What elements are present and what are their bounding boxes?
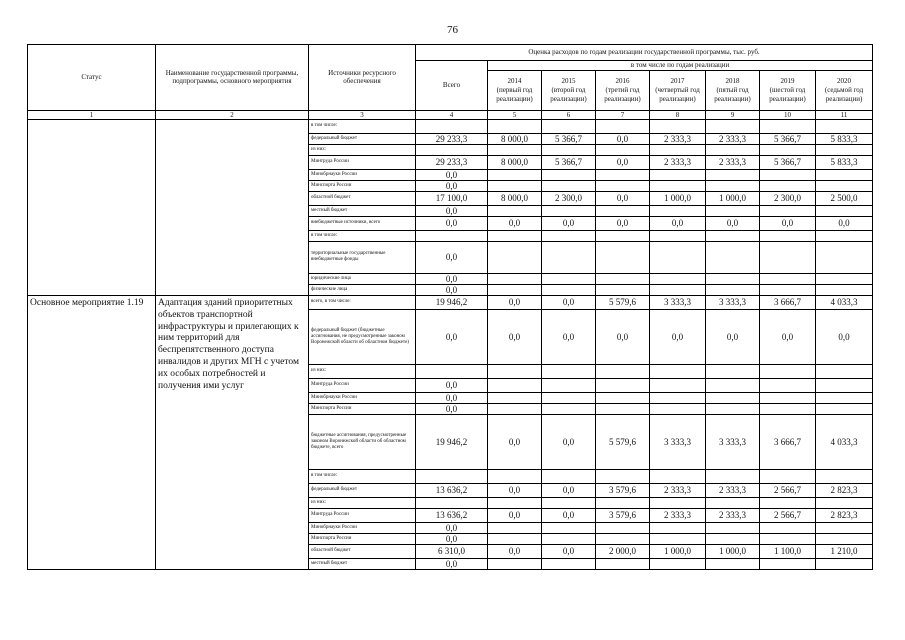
name-cell: Адаптация зданий приоритетных объектов транспортной инфраструктуры и прилегающих к ним территорий для беспрепятственного доступа инвалидов и других МГН с учетом их особых потребностей и получения ими услуг: [156, 295, 309, 569]
year-value-cell: 0,0: [488, 309, 542, 364]
status-cell: Основное мероприятие 1.19: [28, 295, 156, 569]
source-cell: федеральный бюджет: [309, 483, 416, 497]
column-number: 4: [416, 110, 488, 119]
year-value-cell: [816, 558, 873, 569]
header-year: 2020 (седьмой год реализации): [816, 70, 873, 110]
source-cell: физические лица: [309, 284, 416, 295]
year-value-cell: [596, 533, 650, 544]
total-cell: [416, 364, 488, 378]
year-value-cell: [706, 180, 760, 191]
year-value-cell: [760, 284, 816, 295]
source-cell: Минтруда России: [309, 378, 416, 392]
year-value-cell: 2 823,3: [816, 483, 873, 497]
year-value-cell: [706, 497, 760, 508]
year-value-cell: 1 000,0: [650, 191, 706, 205]
year-value-cell: [542, 119, 596, 133]
year-value-cell: 2 333,3: [650, 155, 706, 169]
year-value-cell: [596, 364, 650, 378]
year-value-cell: [760, 364, 816, 378]
year-value-cell: 0,0: [488, 295, 542, 309]
year-value-cell: [760, 522, 816, 533]
year-value-cell: 0,0: [542, 414, 596, 469]
source-cell: бюджетные ассигнования, предусмотренные законом Воронежской области об областном бюджете, всего: [309, 414, 416, 469]
year-value-cell: [650, 497, 706, 508]
total-cell: [416, 497, 488, 508]
source-cell: юридические лица: [309, 273, 416, 284]
year-value-cell: [760, 144, 816, 155]
total-cell: 0,0: [416, 273, 488, 284]
total-cell: 0,0: [416, 284, 488, 295]
year-value-cell: [706, 230, 760, 241]
year-value-cell: 0,0: [596, 216, 650, 230]
total-cell: 19 946,2: [416, 414, 488, 469]
year-value-cell: 2 333,3: [650, 508, 706, 522]
source-cell: из них:: [309, 364, 416, 378]
source-cell: всего, в том числе:: [309, 295, 416, 309]
year-value-cell: 8 000,0: [488, 155, 542, 169]
year-value-cell: [596, 284, 650, 295]
source-cell: Минспорта России: [309, 533, 416, 544]
year-value-cell: 0,0: [650, 309, 706, 364]
year-value-cell: 3 666,7: [760, 414, 816, 469]
year-value-cell: [488, 241, 542, 273]
year-value-cell: [706, 558, 760, 569]
year-value-cell: [706, 241, 760, 273]
source-cell: Минобрнауки России: [309, 169, 416, 180]
header-year: 2015 (второй год реализации): [542, 70, 596, 110]
year-value-cell: [650, 169, 706, 180]
year-value-cell: 5 579,6: [596, 414, 650, 469]
year-value-cell: 3 333,3: [706, 295, 760, 309]
year-value-cell: [760, 169, 816, 180]
year-value-cell: [706, 169, 760, 180]
column-number: 3: [309, 110, 416, 119]
year-value-cell: [542, 230, 596, 241]
year-value-cell: [816, 533, 873, 544]
year-value-cell: [650, 180, 706, 191]
year-value-cell: [706, 469, 760, 483]
header-sources: Источники ресурсного обеспечения: [309, 45, 416, 111]
year-value-cell: [488, 497, 542, 508]
year-value-cell: 4 033,3: [816, 295, 873, 309]
source-cell: из них:: [309, 144, 416, 155]
year-value-cell: 0,0: [488, 414, 542, 469]
year-value-cell: 0,0: [760, 309, 816, 364]
header-year: 2019 (шестой год реализации): [760, 70, 816, 110]
total-cell: 13 636,2: [416, 483, 488, 497]
year-value-cell: [488, 378, 542, 392]
year-value-cell: [542, 533, 596, 544]
year-value-cell: [706, 403, 760, 414]
column-number: 10: [760, 110, 816, 119]
year-value-cell: [650, 241, 706, 273]
header-total: Всего: [416, 61, 488, 111]
year-value-cell: 5 366,7: [760, 155, 816, 169]
source-cell: местный бюджет: [309, 205, 416, 216]
year-value-cell: [488, 180, 542, 191]
year-value-cell: 3 579,6: [596, 508, 650, 522]
year-value-cell: [816, 497, 873, 508]
year-value-cell: [542, 144, 596, 155]
header-year: 2018 (пятый год реализации): [706, 70, 760, 110]
year-value-cell: [488, 144, 542, 155]
year-value-cell: 5 833,3: [816, 155, 873, 169]
header-status: Статус: [28, 45, 156, 111]
column-number: 2: [156, 110, 309, 119]
year-value-cell: [706, 205, 760, 216]
year-value-cell: [760, 533, 816, 544]
year-value-cell: [542, 558, 596, 569]
year-value-cell: [816, 403, 873, 414]
year-value-cell: [816, 364, 873, 378]
total-cell: [416, 230, 488, 241]
year-value-cell: [816, 273, 873, 284]
table-row: [28, 119, 873, 133]
year-value-cell: 2 333,3: [706, 508, 760, 522]
column-number: 5: [488, 110, 542, 119]
budget-table: [27, 44, 873, 570]
total-cell: 6 310,0: [416, 544, 488, 558]
year-value-cell: [816, 205, 873, 216]
total-cell: 29 233,3: [416, 155, 488, 169]
year-value-cell: [488, 403, 542, 414]
year-value-cell: [706, 273, 760, 284]
year-value-cell: [650, 533, 706, 544]
source-cell: областной бюджет: [309, 544, 416, 558]
source-cell: Минобрнауки России: [309, 392, 416, 403]
year-value-cell: 2 333,3: [650, 483, 706, 497]
year-value-cell: [650, 284, 706, 295]
header-year: 2016 (третий год реализации): [596, 70, 650, 110]
source-cell: в том числе:: [309, 119, 416, 133]
year-value-cell: [488, 205, 542, 216]
year-value-cell: 2 300,0: [760, 191, 816, 205]
year-value-cell: [542, 497, 596, 508]
total-cell: 17 100,0: [416, 191, 488, 205]
year-value-cell: [488, 119, 542, 133]
year-value-cell: [706, 522, 760, 533]
year-value-cell: [816, 378, 873, 392]
year-value-cell: 0,0: [650, 216, 706, 230]
year-value-cell: 0,0: [488, 508, 542, 522]
total-cell: 0,0: [416, 403, 488, 414]
year-value-cell: [816, 284, 873, 295]
year-value-cell: [596, 469, 650, 483]
year-value-cell: 2 500,0: [816, 191, 873, 205]
year-value-cell: 5 366,7: [760, 133, 816, 144]
year-value-cell: 8 000,0: [488, 133, 542, 144]
year-value-cell: 8 000,0: [488, 191, 542, 205]
year-value-cell: 0,0: [542, 295, 596, 309]
column-number: 7: [596, 110, 650, 119]
year-value-cell: [542, 522, 596, 533]
year-value-cell: 2 566,7: [760, 508, 816, 522]
year-value-cell: 5 833,3: [816, 133, 873, 144]
column-number: 6: [542, 110, 596, 119]
year-value-cell: 3 333,3: [650, 295, 706, 309]
year-value-cell: [488, 364, 542, 378]
status-cell: [28, 119, 156, 295]
year-value-cell: [760, 497, 816, 508]
total-cell: 13 636,2: [416, 508, 488, 522]
year-value-cell: [542, 364, 596, 378]
year-value-cell: 5 366,7: [542, 155, 596, 169]
year-value-cell: 2 333,3: [706, 133, 760, 144]
year-value-cell: [542, 205, 596, 216]
year-value-cell: 3 333,3: [706, 414, 760, 469]
year-value-cell: 0,0: [596, 155, 650, 169]
year-value-cell: 2 300,0: [542, 191, 596, 205]
total-cell: [416, 119, 488, 133]
year-value-cell: [816, 522, 873, 533]
year-value-cell: 0,0: [542, 544, 596, 558]
source-cell: из них:: [309, 497, 416, 508]
year-value-cell: [596, 180, 650, 191]
year-value-cell: [488, 522, 542, 533]
year-value-cell: [650, 205, 706, 216]
year-value-cell: [596, 273, 650, 284]
year-value-cell: 3 333,3: [650, 414, 706, 469]
header-estimate: Оценка расходов по годам реализации государственной программы, тыс. руб.: [416, 45, 873, 61]
year-value-cell: 0,0: [488, 544, 542, 558]
source-cell: федеральный бюджет: [309, 133, 416, 144]
year-value-cell: [760, 558, 816, 569]
table-row: [28, 295, 873, 309]
year-value-cell: 5 579,6: [596, 295, 650, 309]
year-value-cell: 1 210,0: [816, 544, 873, 558]
year-value-cell: [816, 119, 873, 133]
year-value-cell: [596, 522, 650, 533]
year-value-cell: [650, 144, 706, 155]
year-value-cell: [760, 205, 816, 216]
year-value-cell: 3 666,7: [760, 295, 816, 309]
year-value-cell: [816, 241, 873, 273]
year-value-cell: 0,0: [816, 216, 873, 230]
name-cell: [156, 119, 309, 295]
year-value-cell: [542, 469, 596, 483]
year-value-cell: 1 000,0: [706, 191, 760, 205]
year-value-cell: [650, 119, 706, 133]
year-value-cell: [650, 378, 706, 392]
source-cell: Минспорта России: [309, 403, 416, 414]
year-value-cell: 2 333,3: [706, 155, 760, 169]
total-cell: 0,0: [416, 241, 488, 273]
source-cell: областной бюджет: [309, 191, 416, 205]
year-value-cell: 2 566,7: [760, 483, 816, 497]
year-value-cell: [760, 469, 816, 483]
column-number: 8: [650, 110, 706, 119]
header-year: 2017 (четвертый год реализации): [650, 70, 706, 110]
year-value-cell: [650, 522, 706, 533]
year-value-cell: [650, 403, 706, 414]
year-value-cell: [596, 558, 650, 569]
source-cell: местный бюджет: [309, 558, 416, 569]
year-value-cell: [816, 392, 873, 403]
total-cell: 0,0: [416, 378, 488, 392]
year-value-cell: [596, 119, 650, 133]
year-value-cell: [596, 241, 650, 273]
year-value-cell: [706, 119, 760, 133]
year-value-cell: [760, 403, 816, 414]
column-number: 9: [706, 110, 760, 119]
year-value-cell: [596, 497, 650, 508]
year-value-cell: [596, 230, 650, 241]
total-cell: 0,0: [416, 533, 488, 544]
year-value-cell: 1 000,0: [650, 544, 706, 558]
year-value-cell: [760, 378, 816, 392]
year-value-cell: [542, 273, 596, 284]
year-value-cell: 0,0: [596, 191, 650, 205]
year-value-cell: [650, 364, 706, 378]
year-value-cell: 1 000,0: [706, 544, 760, 558]
total-cell: 0,0: [416, 392, 488, 403]
year-value-cell: [488, 230, 542, 241]
year-value-cell: [596, 144, 650, 155]
year-value-cell: [488, 558, 542, 569]
year-value-cell: [596, 169, 650, 180]
year-value-cell: [706, 364, 760, 378]
year-value-cell: [542, 241, 596, 273]
column-number: 11: [816, 110, 873, 119]
header-name: Наименование государственной программы, подпрограммы, основного мероприятия: [156, 45, 309, 111]
year-value-cell: [596, 403, 650, 414]
year-value-cell: 0,0: [760, 216, 816, 230]
total-cell: 0,0: [416, 216, 488, 230]
total-cell: 0,0: [416, 205, 488, 216]
year-value-cell: [488, 284, 542, 295]
year-value-cell: [596, 378, 650, 392]
year-value-cell: 0,0: [542, 483, 596, 497]
year-value-cell: 4 033,3: [816, 414, 873, 469]
year-value-cell: [816, 230, 873, 241]
total-cell: 0,0: [416, 169, 488, 180]
year-value-cell: [596, 392, 650, 403]
year-value-cell: [706, 392, 760, 403]
year-value-cell: [488, 169, 542, 180]
year-value-cell: [760, 273, 816, 284]
year-value-cell: [650, 230, 706, 241]
year-value-cell: 0,0: [706, 216, 760, 230]
source-cell: Минтруда России: [309, 508, 416, 522]
source-cell: Минобрнауки России: [309, 522, 416, 533]
header-year: 2014 (первый год реализации): [488, 70, 542, 110]
column-numbers-row: [28, 110, 873, 119]
total-cell: [416, 469, 488, 483]
total-cell: [416, 144, 488, 155]
year-value-cell: 2 823,3: [816, 508, 873, 522]
total-cell: 19 946,2: [416, 295, 488, 309]
year-value-cell: [706, 284, 760, 295]
year-value-cell: [816, 169, 873, 180]
total-cell: 0,0: [416, 558, 488, 569]
source-cell: территориальные государственные внебюджетные фонды: [309, 241, 416, 273]
year-value-cell: 0,0: [542, 309, 596, 364]
year-value-cell: [816, 180, 873, 191]
year-value-cell: 0,0: [542, 216, 596, 230]
year-value-cell: [650, 273, 706, 284]
year-value-cell: 2 333,3: [706, 483, 760, 497]
year-value-cell: 0,0: [488, 216, 542, 230]
year-value-cell: [542, 284, 596, 295]
column-number: 1: [28, 110, 156, 119]
year-value-cell: [542, 180, 596, 191]
source-cell: в том числе:: [309, 230, 416, 241]
header-including-years: в том числе по годам реализации: [488, 61, 873, 71]
total-cell: 0,0: [416, 180, 488, 191]
year-value-cell: 0,0: [596, 133, 650, 144]
total-cell: 29 233,3: [416, 133, 488, 144]
year-value-cell: [760, 392, 816, 403]
source-cell: Минспорта России: [309, 180, 416, 191]
year-value-cell: 0,0: [706, 309, 760, 364]
year-value-cell: [706, 533, 760, 544]
year-value-cell: [760, 230, 816, 241]
year-value-cell: 0,0: [816, 309, 873, 364]
year-value-cell: [650, 558, 706, 569]
year-value-cell: 0,0: [596, 309, 650, 364]
year-value-cell: 0,0: [542, 508, 596, 522]
year-value-cell: [488, 273, 542, 284]
year-value-cell: [816, 144, 873, 155]
source-cell: Минтруда России: [309, 155, 416, 169]
source-cell: в том числе:: [309, 469, 416, 483]
source-cell: федеральный бюджет (бюджетные ассигнования, не предусмотренные законом Воронежской области об областном бюджете): [309, 309, 416, 364]
year-value-cell: [542, 378, 596, 392]
year-value-cell: [596, 205, 650, 216]
source-cell: внебюджетные источники, всего: [309, 216, 416, 230]
year-value-cell: [760, 241, 816, 273]
year-value-cell: [650, 392, 706, 403]
total-cell: 0,0: [416, 309, 488, 364]
year-value-cell: [542, 403, 596, 414]
year-value-cell: [760, 180, 816, 191]
year-value-cell: [488, 533, 542, 544]
year-value-cell: [542, 392, 596, 403]
year-value-cell: [488, 469, 542, 483]
total-cell: 0,0: [416, 522, 488, 533]
year-value-cell: [760, 119, 816, 133]
year-value-cell: [488, 392, 542, 403]
year-value-cell: [706, 144, 760, 155]
year-value-cell: [706, 378, 760, 392]
year-value-cell: [542, 169, 596, 180]
year-value-cell: [816, 469, 873, 483]
year-value-cell: 0,0: [488, 483, 542, 497]
year-value-cell: [650, 469, 706, 483]
year-value-cell: 1 100,0: [760, 544, 816, 558]
year-value-cell: 3 579,6: [596, 483, 650, 497]
year-value-cell: 2 333,3: [650, 133, 706, 144]
year-value-cell: 5 366,7: [542, 133, 596, 144]
year-value-cell: 2 000,0: [596, 544, 650, 558]
page-number: 76: [447, 24, 458, 36]
